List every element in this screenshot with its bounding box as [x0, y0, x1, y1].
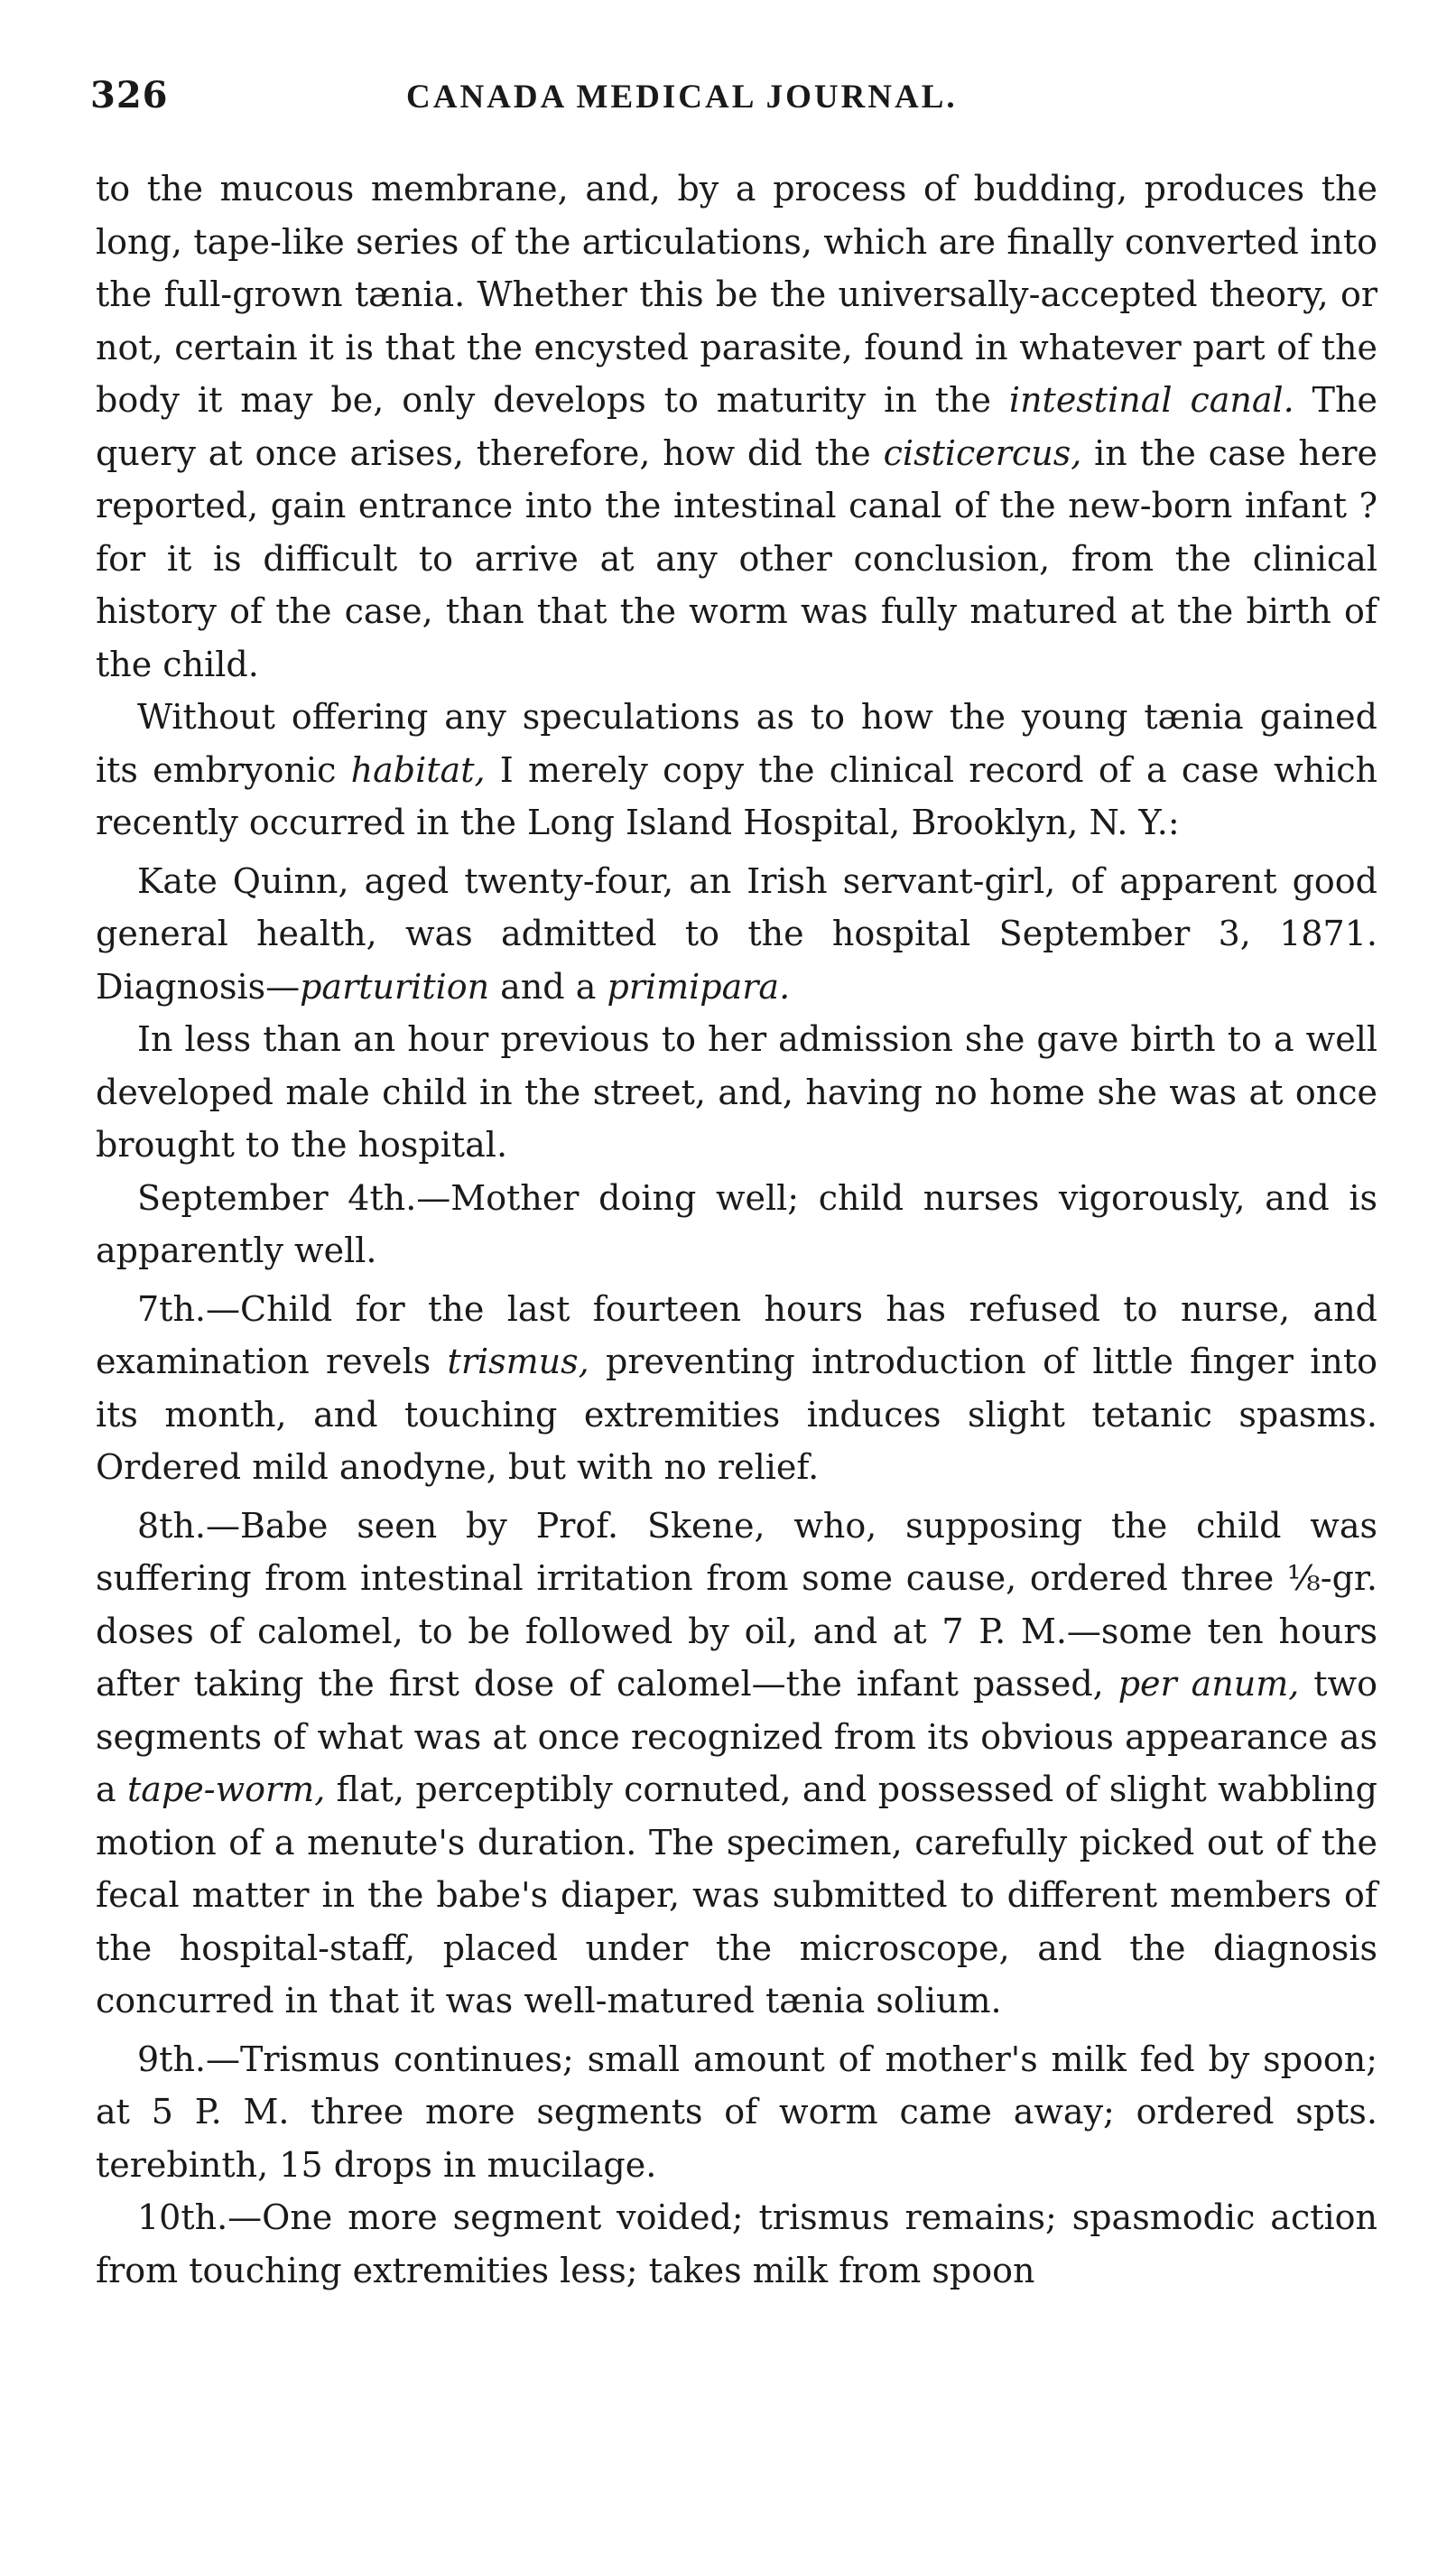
text-run: and a [489, 966, 607, 1007]
paragraph [96, 691, 1377, 850]
italic-run: per anum, [1118, 1664, 1300, 1704]
text-run: flat, perceptibly cornuted, and possessed of slight wabbling motion of a menute's duration. The specimen, carefully picked out of the fecal matter in the babe's diaper, was submitted to different members of the hospital-staff, placed under the microscope, and the diagnosis concurred in that it was well-matured tænia solium. [96, 1770, 1378, 2020]
text-run: to the mucous membrane, and, by a process of budding, produces the long, tape-like series of the articulations, which are finally converted into the full-grown tænia. Whether this be the universally-accepted theory, or not, certain it is that the encysted parasite, found in whatever part of the body it may be, only develops to maturity in the [96, 169, 1377, 420]
italic-run: parturition [300, 966, 490, 1007]
italic-run: tape-worm, [127, 1770, 326, 1809]
text-run: preventing introduction of little finger into its month, and touching extremities induces slight tetanic spasms. Ordered mild anodyne, but with no relief. [96, 1342, 1377, 1487]
italic-run: primipara. [607, 966, 791, 1007]
text-run: 10th.—One more segment voided; trismus remains; spasmodic action from touching extremities less; takes milk from spoon [96, 2197, 1377, 2290]
paragraph [96, 1283, 1377, 1494]
paragraph [96, 2191, 1377, 2297]
italic-run: intestinal canal. [1008, 380, 1294, 420]
page-number: 326 [90, 74, 169, 116]
text-run: two segments of what was at once recognized from its obvious appearance as a [96, 1664, 1377, 1809]
text-run: 9th.—Trismus continues; small amount of mother's milk fed by spoon; at 5 P. M. three more segments of worm came away; ordered spts. terebinth, 15 drops in mucilage. [96, 2039, 1377, 2185]
text-run: Kate Quinn, aged twenty-four, an Irish servant-girl, of apparent good general health, was admitted to the hospital September 3, 1871. Diagnosis— [96, 860, 1377, 1007]
text-run: 7th.—Child for the last fourteen hours has refused to nurse, and examination revels [96, 1288, 1377, 1381]
running-header [90, 74, 1381, 128]
text-run: September 4th.—Mother doing well; child nurses vigorously, and is apparently well. [96, 1177, 1377, 1270]
paragraph [96, 1500, 1377, 2028]
text-run: I merely copy the clinical record of a case which recently occurred in the Long Island Hospital, Brooklyn, N. Y.: [96, 749, 1377, 842]
paragraph [96, 2033, 1377, 2192]
text-run: The query at once arises, therefore, how did the [96, 380, 1377, 473]
article-body [96, 163, 1377, 2297]
italic-run: habitat, [350, 749, 486, 790]
text-run: 8th.—Babe seen by Prof. Skene, who, supposing the child was suffering from intestinal irritation from some cause, ordered three ⅛-gr. doses of calomel, to be followed by oil, and at 7 P. M.—some ten hours after taking the first dose of calomel—the infant passed, [96, 1505, 1377, 1704]
paragraph [96, 1013, 1377, 1172]
text-run: in the case here reported, gain entrance into the intestinal canal of the new-born infant ? for it is difficult to arrive at any other conclusion, from the clinical history of the case, than that the worm was fully matured at the birth of the child. [96, 432, 1378, 684]
paragraph [96, 855, 1377, 1014]
journal-title: CANADA MEDICAL JOURNAL. [406, 79, 958, 116]
italic-run: cisticercus, [883, 432, 1082, 473]
text-run: In less than an hour previous to her admission she gave birth to a well developed male child in the street, and, having no home she was at once brought to the hospital. [96, 1019, 1377, 1165]
paragraph [96, 1172, 1377, 1277]
text-run: Without offering any speculations as to how the young tænia gained its embryonic [96, 697, 1377, 790]
italic-run: trismus, [447, 1342, 589, 1381]
paragraph [96, 163, 1377, 691]
